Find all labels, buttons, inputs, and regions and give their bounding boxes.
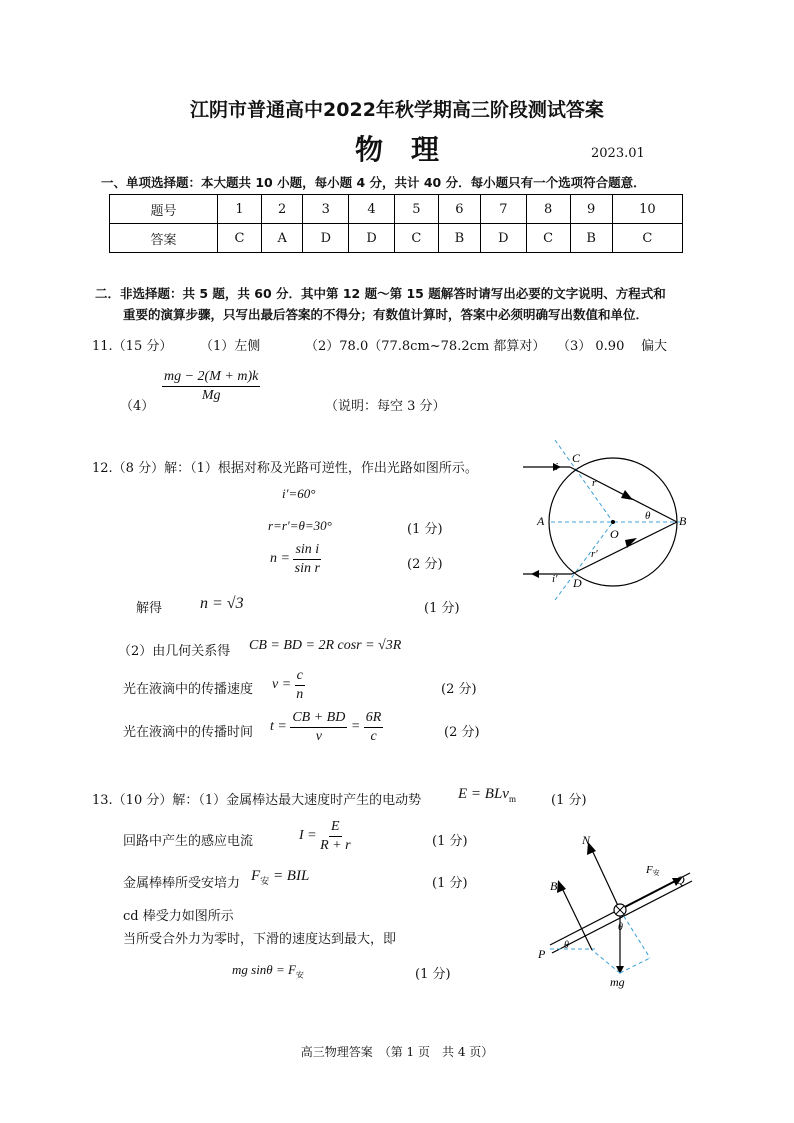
q12-t-eq-sign: =: [350, 719, 361, 735]
q12-eq3-num: sin i: [293, 541, 321, 560]
subject-title: 物 理: [354, 133, 439, 166]
q12-t-num1: CB + BD: [290, 709, 347, 728]
page-footer: 高三物理答案 （第 1 页 共 4 页）: [300, 1045, 494, 1059]
q13-emf-eq: [458, 786, 516, 804]
section1-heading: 一、单项选择题：本大题共 10 小题，每小题 4 分，共计 40 分．每小题只有一个选项符合题意．: [101, 175, 646, 190]
arrow-exit: [531, 570, 539, 578]
q12-v-score: (2 分): [441, 682, 477, 697]
q13-i-den: R + r: [320, 837, 351, 853]
section2-heading-line2: 重要的演算步骤，只写出最后答案的不得分；有数值计算时，答案中必须明确写出数值和单位．: [123, 307, 649, 322]
table-cell: C: [612, 224, 682, 253]
table-cell: D: [303, 224, 349, 253]
q13-bal-score: (1 分): [415, 967, 451, 982]
q12-eq1: i′=60°: [282, 486, 316, 501]
table-cell: 3: [303, 195, 349, 224]
dash-mg-comp2: [592, 950, 620, 973]
q13-bal-eq: [232, 962, 304, 981]
q12-eq2-score: (1 分): [407, 522, 443, 537]
q12-v-lhs: v =: [272, 677, 292, 693]
q13-f-label: 金属棒棒所受安培力: [123, 876, 241, 891]
q13-bal-main: mg sinθ = F: [232, 962, 296, 977]
table-cell: 4: [349, 195, 395, 224]
q13-bal-sub: 安: [295, 970, 304, 980]
label-F: [645, 864, 660, 877]
q12-v-num: c: [295, 667, 305, 686]
q11-part3: （3） 0.90: [557, 339, 625, 354]
q12-eq3-score: (2 分): [407, 557, 443, 572]
table-cell: 5: [394, 195, 438, 224]
label-mg: mg: [610, 975, 625, 989]
q12-solve-label: 解得: [136, 601, 163, 616]
q11-label: 11.（15 分）: [92, 339, 173, 354]
ray-bd: [572, 522, 677, 574]
q12-v-eq: [272, 667, 305, 703]
label-P: P: [538, 947, 546, 961]
q12-t-label: 光在液滴中的传播时间: [123, 725, 254, 740]
table-cell: B: [438, 224, 480, 253]
q13-f-sub: 安: [260, 876, 270, 886]
table-cell: C: [394, 224, 438, 253]
label-D: D: [573, 576, 582, 590]
q13-f-rhs: = BIL: [272, 868, 310, 884]
q12-eq3-lhs: n =: [270, 551, 290, 567]
q13-emf-main: E = BLv: [458, 786, 509, 802]
q13-i-eq: [299, 818, 351, 854]
q13-f-F: F: [251, 868, 261, 884]
q13-emf-sub: m: [508, 794, 516, 804]
table-cell: 7: [481, 195, 527, 224]
q12-eq2: r=r′=θ=30°: [268, 518, 332, 533]
label-B: B: [550, 879, 558, 893]
normal-d-dashed: [555, 522, 613, 600]
force-F: [620, 879, 680, 910]
label-B: B: [679, 514, 687, 528]
table-cell: 8: [526, 195, 570, 224]
q12-part2-label: （2）由几何关系得: [118, 644, 231, 659]
table-row-answers: [110, 224, 683, 253]
q13-i-num: E: [329, 818, 342, 837]
q12-t-eq: [270, 709, 383, 745]
q11-formula-den: Mg: [201, 387, 221, 403]
dash-mg-comp1: [620, 958, 650, 973]
q12-t-score: (2 分): [444, 725, 480, 740]
q13-force-figure: [530, 828, 710, 993]
q12-t-den1: v: [315, 728, 322, 744]
q11-part2: （2）78.0（77.8cm~78.2cm 都算对）: [305, 339, 546, 354]
q13-cond-text: 当所受合外力为零时，下滑的速度达到最大，即: [123, 932, 397, 947]
table-cell: 9: [570, 195, 612, 224]
q12-v-den: n: [296, 686, 304, 702]
exam-date: 2023.01: [591, 146, 645, 161]
row-label: 题号: [110, 195, 218, 224]
q11-part4: （4）: [120, 399, 155, 414]
q12-label: 12.（8 分）解：（1）根据对称及光路可逆性，作出光路如图所示。: [92, 461, 478, 476]
table-cell: C: [218, 224, 262, 253]
q13-emf-score: (1 分): [551, 793, 587, 808]
table-cell: 10: [612, 195, 682, 224]
label-A: A: [537, 514, 545, 528]
table-row-numbers: [110, 195, 683, 224]
answer-table: [109, 194, 683, 253]
section2-heading-line1: 二．非选择题：共 5 题，共 60 分．其中第 12 题～第 15 题解答时请写出必要的文字说明、方程式和: [95, 286, 666, 301]
label-theta-1: θ: [564, 940, 569, 951]
force-N: [592, 850, 620, 910]
q13-label: 13.（10 分）解：（1）金属棒达最大速度时产生的电动势: [92, 793, 422, 808]
row-label: 答案: [110, 224, 218, 253]
label-F-sub: 安: [652, 869, 660, 877]
label-N: N: [582, 833, 591, 847]
q12-v-label: 光在液滴中的传播速度: [123, 682, 254, 697]
q13-f-score: (1 分): [432, 876, 468, 891]
q13-cd-text: cd 棒受力如图所示: [123, 909, 234, 924]
label-F-main: F: [646, 864, 653, 876]
q11-part1: （1）左侧: [200, 339, 261, 354]
label-Q: Q: [676, 873, 685, 887]
page-title: 江阴市普通高中2022年秋学期高三阶段测试答案: [190, 99, 604, 121]
q12-eq3: [270, 541, 321, 577]
q12-solve-score: (1 分): [424, 601, 460, 616]
q11-formula-num: mg − 2(M + m)k: [162, 368, 260, 387]
table-cell: 6: [438, 195, 480, 224]
q13-i-lhs: I =: [299, 828, 317, 844]
arrow-cb: [621, 490, 633, 500]
label-theta: θ: [645, 510, 651, 522]
q12-t-den2: c: [370, 728, 377, 744]
label-r: r: [592, 477, 597, 489]
arrow-B: [557, 880, 566, 893]
q13-i-label: 回路中产生的感应电流: [123, 834, 254, 849]
table-cell: B: [570, 224, 612, 253]
q11-part3b: 偏大: [641, 339, 668, 354]
rail-lower: [552, 881, 692, 953]
q11-note: （说明：每空 3 分）: [325, 399, 446, 414]
table-cell: C: [526, 224, 570, 253]
table-cell: 1: [218, 195, 262, 224]
center-dot: [611, 520, 615, 524]
table-cell: D: [349, 224, 395, 253]
q12-part2-eq: CB = BD = 2R cosr = √3R: [249, 638, 402, 653]
label-i-prime: i′: [552, 573, 558, 585]
label-i: i: [555, 461, 559, 473]
q11-formula: [162, 368, 260, 404]
label-theta-2: θ: [618, 922, 623, 933]
q13-i-score: (1 分): [432, 834, 468, 849]
label-O: O: [610, 527, 619, 541]
q12-eq3-den: sin r: [294, 560, 320, 576]
q12-t-num2: 6R: [364, 709, 384, 728]
q12-optics-figure: [515, 440, 715, 610]
q12-solve-eq: n = √3: [200, 595, 244, 612]
q12-t-lhs: t =: [270, 719, 287, 735]
table-cell: A: [261, 224, 303, 253]
label-C: C: [572, 451, 581, 465]
label-r-prime: r′: [591, 548, 598, 560]
table-cell: 2: [261, 195, 303, 224]
dash-normal: [620, 910, 650, 958]
q13-f-eq: [251, 868, 309, 887]
table-cell: D: [481, 224, 527, 253]
